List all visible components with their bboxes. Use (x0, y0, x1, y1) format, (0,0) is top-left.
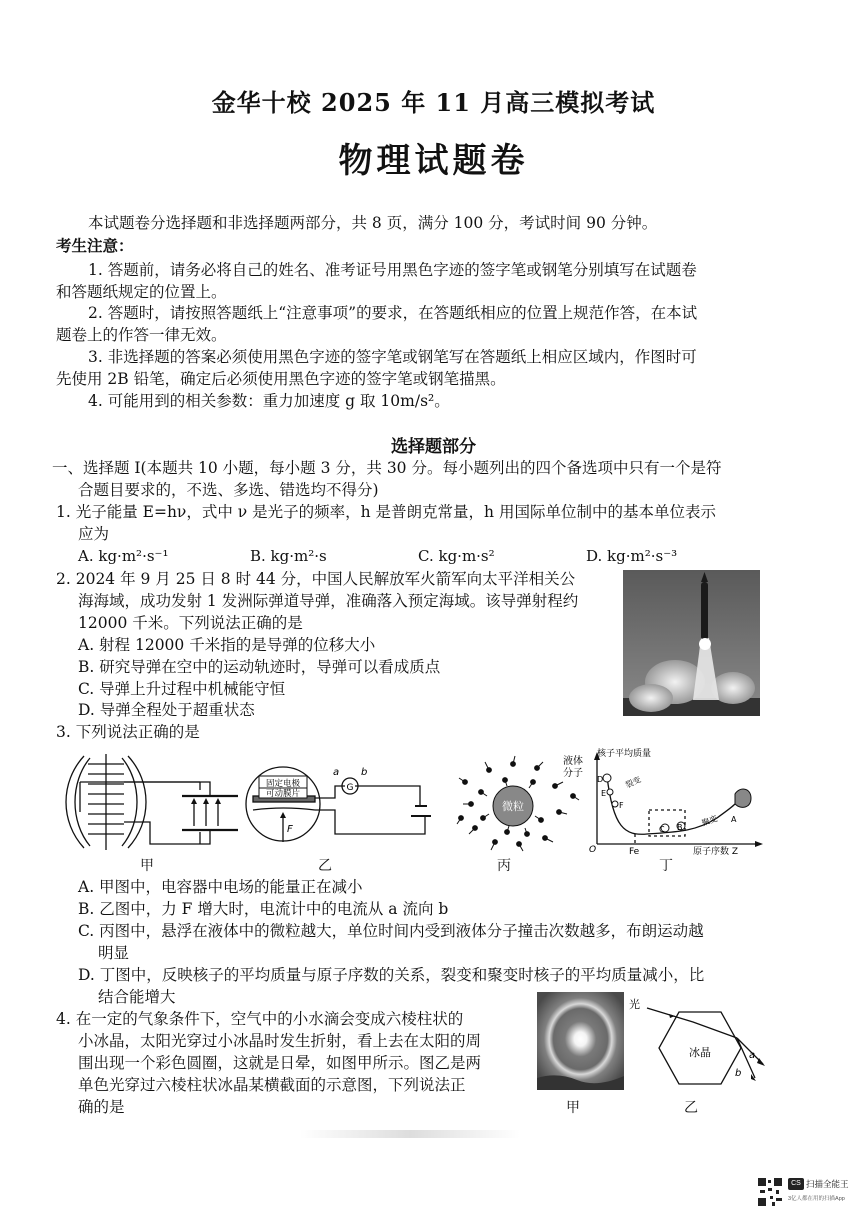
figure-ding-binding-curve (585, 748, 770, 856)
caption-ding: 丁 (659, 858, 673, 874)
q4-stem-line-1: 4. 在一定的气象条件下，空气中的小水滴会变成六棱柱状的 (56, 1010, 464, 1028)
caption-bing: 丙 (497, 858, 511, 874)
notice-heading: 考生注意： (56, 236, 134, 255)
q4-caption-jia: 甲 (566, 1100, 580, 1116)
notice-2-line-2: 题卷上的作答一律无效。 (56, 326, 227, 344)
notice-3-line-1: 3. 非选择题的答案必须使用黑色字迹的签字笔或钢笔写在答题纸上相应区域内，作图时可 (88, 348, 697, 366)
q1-option-c: C. kg·m·s² (418, 547, 495, 565)
bing-label-molecule: 分子 (563, 768, 583, 779)
ding-origin: O (589, 845, 597, 855)
q4-caption-yi: 乙 (684, 1100, 698, 1116)
q1-option-a: A. kg·m²·s⁻¹ (78, 547, 169, 565)
ding-b: B (677, 823, 683, 832)
notice-4: 4. 可能用到的相关参数：重力加速度 g 取 10m/s²。 (88, 392, 450, 410)
figure-bing-brownian-motion (455, 752, 590, 852)
section-title: 选择题部分 (391, 437, 476, 457)
q3-stem: 3. 下列说法正确的是 (56, 723, 200, 741)
yi-label-a: a (333, 767, 340, 778)
stamp-line-2: 3亿人都在用的扫描App (788, 1196, 845, 1202)
ding-fe: Fe (629, 847, 640, 856)
q2-stem-line-3: 12000 千米。下列说法正确的是 (78, 614, 303, 632)
notice-1-line-1: 1. 答题前，请务必将自己的姓名、准考证号用黑色字迹的签字笔或钢笔分别填写在试题卷 (88, 261, 697, 279)
q4-stem-line-4: 单色光穿过六棱柱状冰晶某横截面的示意图，下列说法正 (78, 1076, 466, 1094)
part1-line-2: 合题目要求的，不选、多选、错选均不得分) (78, 481, 379, 499)
ding-fusion: 聚变 (700, 813, 719, 828)
q3-option-d-line-1: D. 丁图中，反映核子的平均质量与原子序数的关系，裂变和聚变时核子的平均质量减小，比 (78, 966, 705, 984)
caption-yi: 乙 (318, 858, 332, 874)
q1-stem-line-2: 应为 (78, 525, 110, 543)
ding-xlabel: 原子序数 Z (693, 847, 739, 856)
q2-stem-line-2: 海海域，成功发射 1 发洲际弹道导弹，准确落入预定海域。该导弹射程约 (78, 592, 579, 610)
q1-option-b: B. kg·m²·s (250, 547, 327, 565)
cs-logo-icon: CS (788, 1178, 804, 1190)
notice-1-line-2: 和答题纸规定的位置上。 (56, 283, 227, 301)
intro-text: 本试题卷分选择题和非选择题两部分，共 8 页，满分 100 分，考试时间 90 分钟。 (88, 214, 658, 232)
ding-c: C (659, 825, 665, 834)
part1-line-1: 一、选择题 I(本题共 10 小题，每小题 3 分，共 30 分。每小题列出的四个备选项中只有一个是符 (52, 459, 722, 477)
ice-crystal-diagram (625, 992, 770, 1092)
ding-f: F (619, 801, 624, 810)
yi-label-galvanometer: G (346, 783, 354, 793)
ding-ylabel: 核子平均质量 (597, 749, 652, 759)
scanner-stamp (756, 1176, 856, 1212)
ice-label-crystal: 冰晶 (689, 1046, 711, 1059)
ding-d: D (597, 775, 604, 784)
q2-option-c: C. 导弹上升过程中机械能守恒 (78, 680, 286, 698)
bing-label-liquid: 液体 (563, 756, 583, 767)
qr-code-icon (756, 1176, 784, 1208)
halo-photo (537, 992, 624, 1090)
ice-label-light: 光 (629, 998, 640, 1011)
q1-stem-line-1: 1. 光子能量 E=hν，式中 ν 是光子的频率，h 是普朗克常量，h 用国际单位制中的基本单位表示 (56, 503, 716, 521)
q3-option-c-line-1: C. 丙图中，悬浮在液体中的微粒越大，单位时间内受到液体分子撞击次数越多，布朗运动越 (78, 922, 704, 940)
ding-fission: 裂变 (624, 774, 643, 790)
q4-stem-line-3: 围出现一个彩色圆圈，这就是日晕，如图甲所示。图乙是两 (78, 1054, 482, 1072)
yi-label-fixed-electrode: 固定电极 (265, 779, 301, 789)
caption-jia: 甲 (140, 858, 154, 874)
bing-label-particle: 微粒 (502, 800, 524, 813)
ding-e: E (601, 789, 607, 798)
page-footer-faint (300, 1130, 520, 1138)
q2-option-b: B. 研究导弹在空中的运动轨迹时，导弹可以看成质点 (78, 658, 441, 676)
q2-stem-line-1: 2. 2024 年 9 月 25 日 8 时 44 分，中国人民解放军火箭军向太平洋相关公 (56, 570, 576, 588)
q2-option-d: D. 导弹全程处于超重状态 (78, 701, 255, 719)
q4-stem-line-5: 确的是 (78, 1098, 125, 1116)
stamp-line-1: 扫描全能王 (806, 1179, 849, 1189)
figure-yi-capacitor-sensor (245, 758, 440, 850)
yi-label-b: b (361, 767, 368, 778)
missile-launch-photo (623, 570, 760, 716)
ice-label-a: a (749, 1050, 756, 1061)
yi-label-force: F (287, 824, 293, 835)
paper-subtitle: 物理试题卷 (338, 141, 529, 181)
q3-option-d-line-2: 结合能增大 (98, 988, 176, 1006)
ding-a: A (731, 815, 737, 824)
q3-option-a: A. 甲图中，电容器中电场的能量正在减小 (78, 878, 363, 896)
exam-title: 金华十校 2025 年 11 月高三模拟考试 (211, 88, 656, 117)
q2-option-a: A. 射程 12000 千米指的是导弹的位移大小 (78, 636, 376, 654)
q3-option-c-line-2: 明显 (98, 944, 130, 962)
q3-option-b: B. 乙图中，力 F 增大时，电流计中的电流从 a 流向 b (78, 900, 449, 918)
yi-label-movable-membrane: 可动膜片 (265, 789, 301, 799)
ice-label-b: b (735, 1068, 742, 1079)
figure-jia-lc-circuit (60, 752, 245, 852)
notice-3-line-2: 先使用 2B 铅笔，确定后必须使用黑色字迹的签字笔或钢笔描黑。 (56, 370, 506, 388)
notice-2-line-1: 2. 答题时，请按照答题纸上“注意事项”的要求，在答题纸相应的位置上规范作答，在本试 (88, 304, 698, 322)
q4-stem-line-2: 小冰晶，太阳光穿过小冰晶时发生折射，看上去在太阳的周 (78, 1032, 482, 1050)
q1-option-d: D. kg·m²·s⁻³ (586, 547, 678, 565)
